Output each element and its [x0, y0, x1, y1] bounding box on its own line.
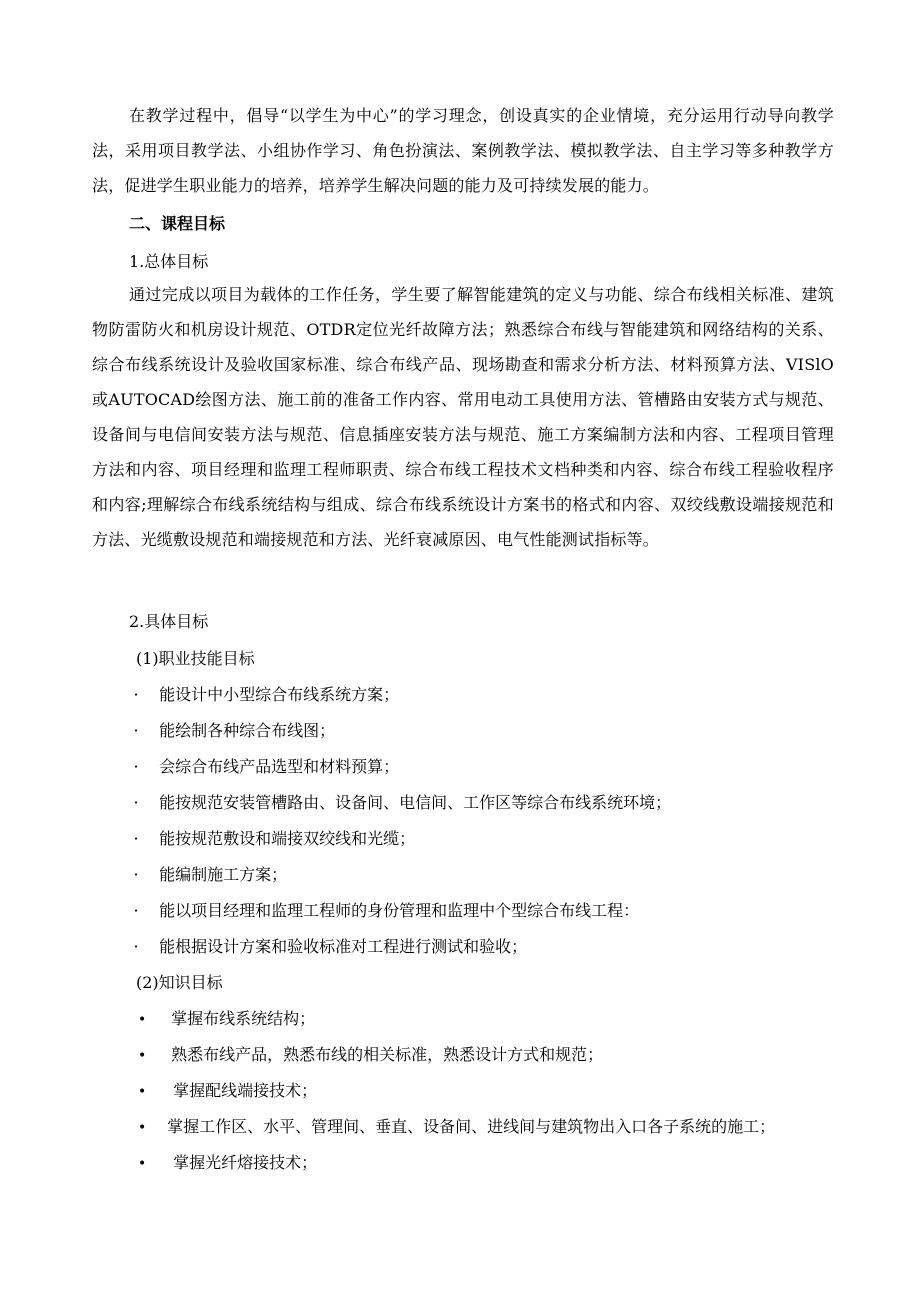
bullet-icon: • — [138, 1012, 147, 1028]
list-item — [138, 1151, 317, 1176]
list-item-text: 掌握光纤熔接技术； — [173, 1153, 318, 1172]
list-item-text: 掌握配线端接技术； — [173, 1081, 318, 1100]
bullet-icon: · — [133, 829, 139, 848]
list-item-text: 能按规范安装管槽路由、设备间、电信间、工作区等综合布线系统环境； — [159, 793, 672, 812]
list-item-text: 掌握布线系统结构； — [171, 1009, 316, 1028]
list-item-text: 掌握工作区、水平、管理间、垂直、设备间、进线间与建筑物出入口各子系统的施工； — [167, 1117, 776, 1136]
bullet-icon: · — [133, 793, 139, 812]
bullet-icon: · — [133, 757, 139, 776]
list-item-text: 能编制施工方案； — [159, 865, 288, 884]
list-item — [138, 1115, 775, 1140]
intro-paragraph: 在教学过程中，倡导“以学生为中心”的学习理念，创设真实的企业情境，充分运用行动导向教学法，采用项目教学法、小组协作学习、角色扮演法、案例教学法、模拟教学法、自主学习等多种教学方法，促进学生职业能力的培养，培养学生解决问题的能力及可持续发展的能力。 — [92, 106, 834, 195]
bullet-icon: · — [133, 721, 139, 740]
bullet-icon: · — [133, 901, 139, 920]
list-item — [132, 827, 415, 851]
list-item — [132, 899, 639, 923]
list-item — [138, 1079, 317, 1104]
list-item-text: 熟悉布线产品，熟悉布线的相关标准，熟悉设计方式和规范； — [171, 1045, 604, 1064]
list-item — [138, 1007, 315, 1032]
list-item-text: 能绘制各种综合布线图； — [159, 721, 336, 740]
overall-goal-heading: 1.总体目标 — [129, 252, 209, 271]
knowledge-heading: (2)知识目标 — [136, 973, 223, 992]
list-item-text: 能以项目经理和监理工程师的身份管理和监理中个型综合布线工程： — [159, 901, 640, 920]
skills-heading: (1)职业技能目标 — [136, 649, 255, 668]
section-heading: 二、课程目标 — [129, 214, 226, 233]
bullet-icon: · — [133, 685, 139, 704]
overall-goal-paragraph: 通过完成以项目为载体的工作任务，学生要了解智能建筑的定义与功能、综合布线相关标准、建筑物防雷防火和机房设计规范、OTDR定位光纤故障方法；熟悉综合布线与智能建筑和网络结构的关系、综合布线系统设计及验收国家标准、综合布线产品、现场勘查和需求分析方法、材料预算方法、VISlO或AUTOCAD绘图方法、施工前的准备工作内容、常用电动工具使用方法、管槽路由安装方式与规范、设备间与电信间安装方法与规范、信息插座安装方法与规范、施工方案编制方法和内容、工程项目管理方法和内容、项目经理和监理工程师职责、综合布线工程技术文档种类和内容、综合布线工程验收程序和内容;理解综合布线系统结构与组成、综合布线系统设计方案书的格式和内容、双绞线敷设端接规范和方法、光缆敷设规范和端接规范和方法、光纤衰减原因、电气性能测试指标等。 — [92, 285, 834, 549]
bullet-icon: · — [133, 865, 139, 884]
list-item — [132, 719, 335, 743]
specific-goal-heading: 2.具体目标 — [129, 612, 209, 631]
list-item — [132, 863, 287, 887]
bullet-icon: • — [138, 1084, 147, 1100]
list-item-text: 能设计中小型综合布线系统方案； — [159, 685, 400, 704]
list-item — [138, 1043, 603, 1068]
bullet-icon: · — [133, 937, 139, 956]
list-item — [132, 935, 527, 959]
bullet-icon: • — [138, 1156, 147, 1172]
list-item-text: 能根据设计方案和验收标准对工程进行测试和验收； — [159, 937, 528, 956]
bullet-icon: • — [138, 1048, 147, 1064]
list-item-text: 能按规范敷设和端接双绞线和光缆； — [159, 829, 416, 848]
list-item-text: 会综合布线产品选型和材料预算； — [159, 757, 400, 776]
bullet-icon: • — [138, 1120, 147, 1136]
list-item — [132, 791, 671, 815]
list-item — [132, 683, 399, 707]
list-item — [132, 755, 399, 779]
